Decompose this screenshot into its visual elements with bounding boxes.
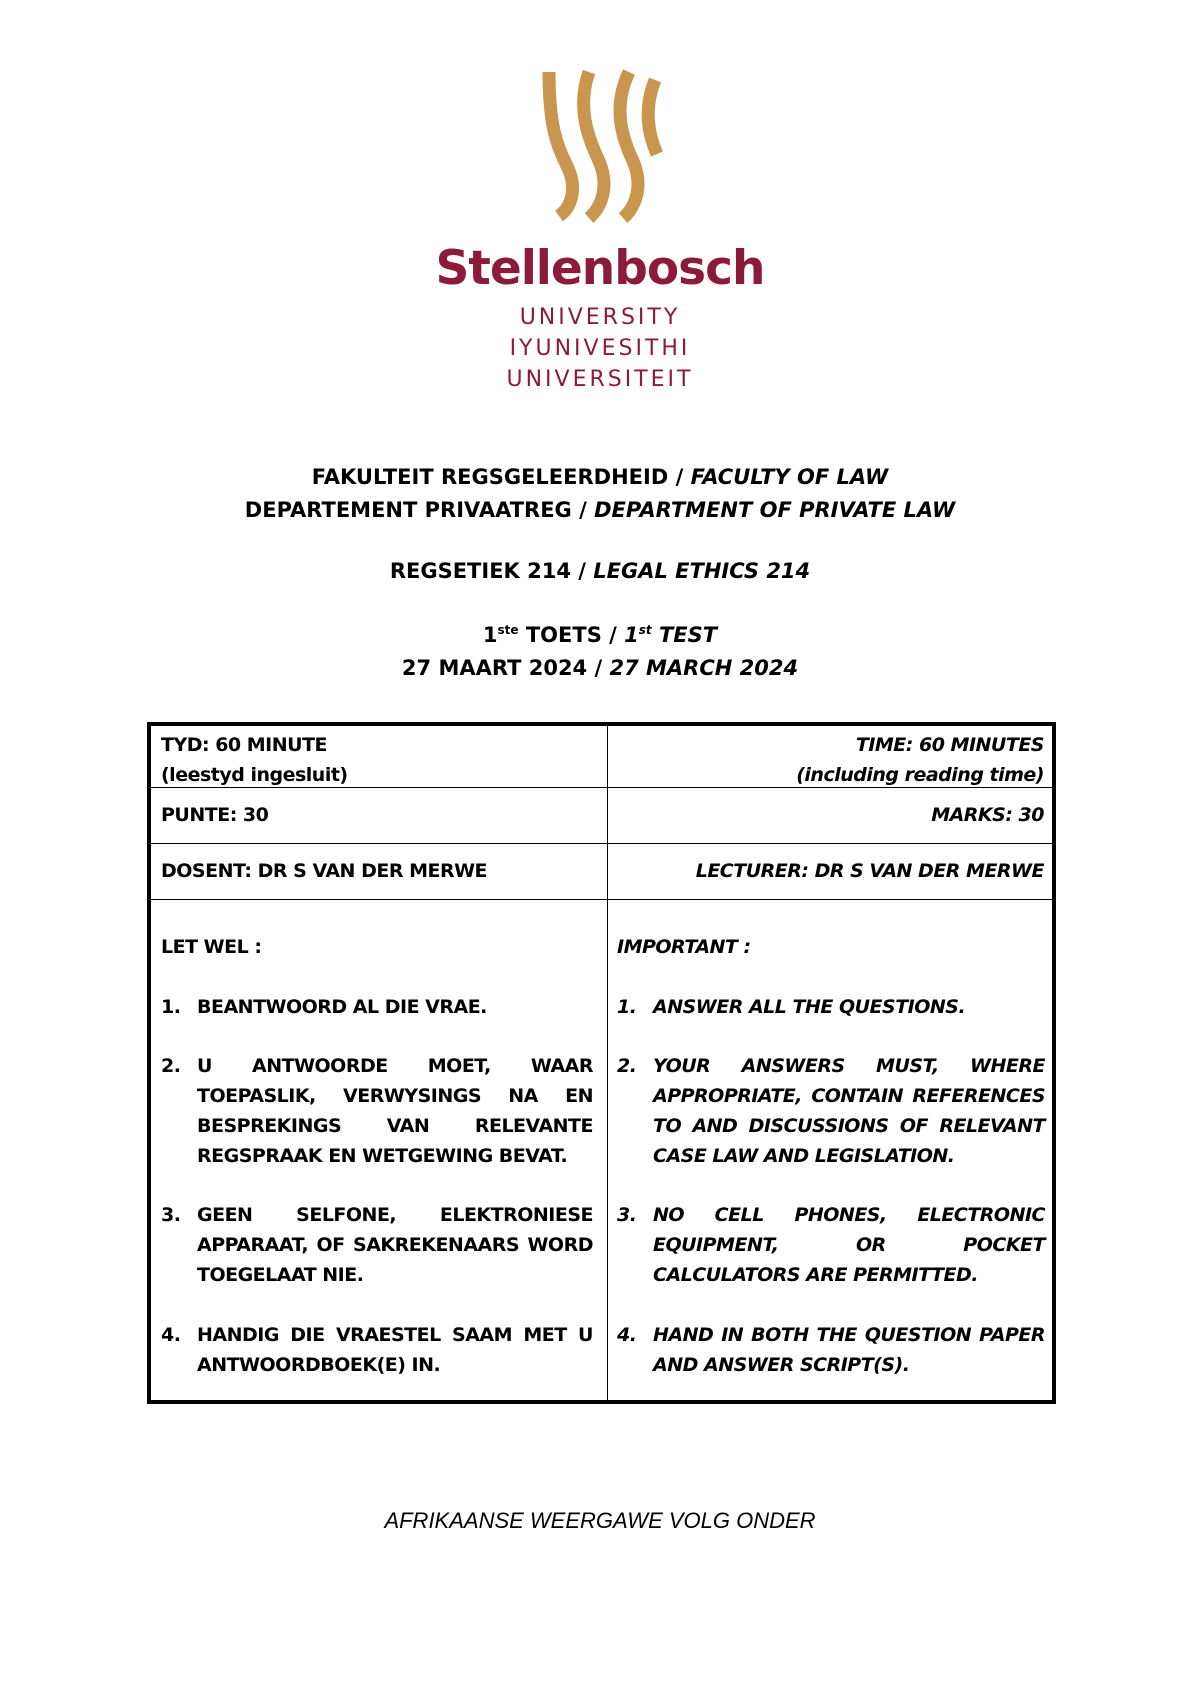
university-logo bbox=[400, 66, 800, 395]
marks-af-cell: PUNTE: 30 bbox=[161, 804, 269, 826]
test-heading: 1ste TOETS / 1st TEST bbox=[482, 623, 718, 647]
exam-info-table: TYD: 60 MINUTE (leestyd ingesluit) TIME: 60 MINUTES (including reading time) PUNTE: 30 MARKS: 30 DOSENT: DR S VAN DER MERWE LECTURER: DR S VAN DER MERWE LET WEL : IMPORTANT : 1. BEANTWOORD AL DIE VRAE. 2. U ANTWOORDE MOET, WAAR TOEPASLIK, VERWYSINGS NA EN BESPREKINGS VAN RELEVANTE REGSPRAAK EN WETGEWING BEVAT. 3. GEEN SELFONE, ELEKTRONIESE APPARAAT, OF SAKREKENAARS WORD TOEGELAAT NIE. 4. HANDIG DIE VRAESTEL SAAM MET U ANTWOORDBOEK(E) IN. 1. ANSWER ALL THE QUESTIONS. 2. YOUR ANSWERS MUST, WHERE APPROPRIATE, CONTAIN REFERENCES TO AND DISCUSSIONS OF RELEVANT CASE LAW AND LEGISLATION. 3. NO CELL PHONES, ELECTRONIC EQUIPMENT, OR POCKET CALCULATORS ARE PERMITTED. 4. HAND IN BOTH THE QUESTION PAPER AND ANSWER SCRIPT(S). bbox=[147, 722, 1056, 1404]
logo-line-english: UNIVERSITY bbox=[519, 305, 681, 330]
module-heading: REGSETIEK 214 / LEGAL ETHICS 214 bbox=[389, 559, 811, 583]
department-heading: DEPARTEMENT PRIVAATREG / DEPARTMENT OF PRIVATE LAW bbox=[244, 498, 956, 522]
time-af-cell: TYD: 60 MINUTE (leestyd ingesluit) bbox=[161, 734, 348, 786]
logo-line-afrikaans: UNIVERSITEIT bbox=[506, 367, 694, 392]
marks-en-cell: MARKS: 30 bbox=[931, 804, 1044, 826]
date-heading: 27 MAART 2024 / 27 MARCH 2024 bbox=[401, 656, 799, 680]
important-af-label: LET WEL : bbox=[161, 936, 262, 958]
time-en-cell: TIME: 60 MINUTES (including reading time) bbox=[796, 734, 1044, 786]
logo-emblem-icon bbox=[537, 66, 663, 226]
logo-wordmark: Stellenbosch bbox=[435, 241, 765, 296]
important-en-label: IMPORTANT : bbox=[617, 936, 751, 958]
lecturer-en-cell: LECTURER: DR S VAN DER MERWE bbox=[695, 860, 1044, 882]
afrikaans-version-note: AFRIKAANSE WEERGAWE VOLG ONDER bbox=[384, 1508, 816, 1533]
lecturer-af-cell: DOSENT: DR S VAN DER MERWE bbox=[161, 860, 488, 882]
faculty-heading: FAKULTEIT REGSGELEERDHEID / FACULTY OF LAW bbox=[311, 465, 889, 489]
logo-line-xhosa: IYUNIVESITHI bbox=[509, 336, 691, 361]
